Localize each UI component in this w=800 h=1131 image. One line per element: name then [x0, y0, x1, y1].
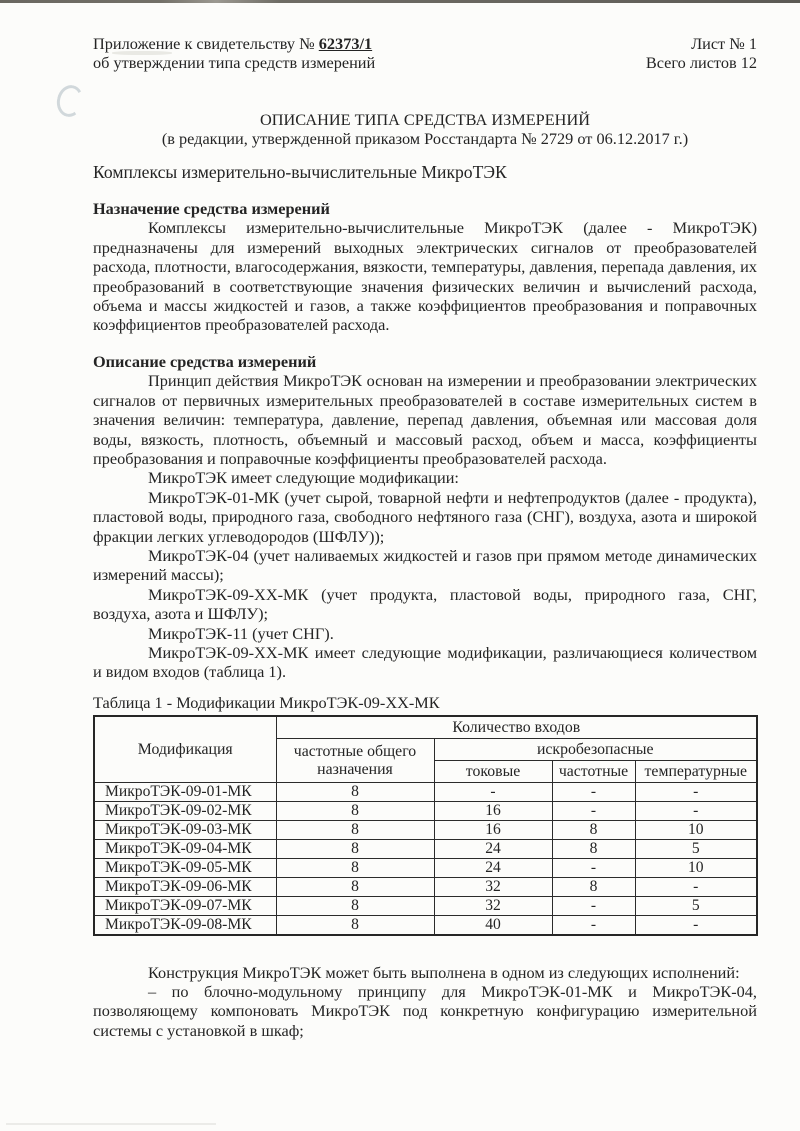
cell-frequency: - — [552, 858, 635, 877]
cell-current: 32 — [434, 896, 552, 915]
cell-frequency: - — [552, 802, 635, 821]
header-cell-temperature: температурные — [635, 761, 757, 783]
header-cell-modification: Модификация — [94, 716, 276, 783]
document-title: ОПИСАНИЕ ТИПА СРЕДСТВА ИЗМЕРЕНИЙ — [260, 109, 590, 129]
cell-current: 32 — [434, 877, 552, 896]
cell-temperature: 10 — [635, 821, 757, 840]
table-row — [94, 821, 757, 840]
cell-temperature: 10 — [635, 858, 757, 877]
document-header — [93, 34, 757, 73]
appendix-reference — [93, 34, 375, 73]
cell-modification: МикроТЭК-09-07-МК — [94, 896, 276, 915]
appendix-line1-prefix: Приложение к свидетельству № — [93, 34, 319, 53]
cell-freq-general: 8 — [276, 915, 434, 934]
cell-modification: МикроТЭК-09-01-МК — [94, 783, 276, 802]
modification-item: МикроТЭК-09-ХХ-МК (учет продукта, пластовой воды, природного газа, СНГ, воздуха, азота и ШФЛУ); — [93, 584, 757, 624]
cell-temperature: 5 — [635, 896, 757, 915]
table-caption: Таблица 1 - Модификации МикроТЭК-09-ХХ-МК — [93, 692, 440, 712]
cell-modification: МикроТЭК-09-03-МК — [94, 821, 276, 840]
cell-modification: МикроТЭК-09-08-МК — [94, 915, 276, 934]
modifications-intro: МикроТЭК имеет следующие модификации: — [148, 468, 459, 488]
construction-block — [93, 963, 757, 1041]
cell-freq-general: 8 — [276, 839, 434, 858]
cell-frequency: - — [552, 896, 635, 915]
principle-paragraph: Принцип действия МикроТЭК основан на измерении и преобразовании электрических сигналов от первичных измерительных преобразователей в составе измерительных систем в значения величин: температура, давление, перепад давления, объемная или массовая доля воды, вязкость, плотность, объемный и массовый расход, объем и масса, коэффициенты преобразования и поправочные коэффициенты преобразователей расхода. — [93, 371, 757, 468]
modification-item: МикроТЭК-01-МК (учет сырой, товарной нефти и нефтепродуктов (далее - продукта), пластовой воды, природного газа, свободного нефтяного газа (СНГ), воздуха, азота и широкой фракции легких углеводородов (ШФЛУ)); — [93, 487, 757, 546]
cell-current: 24 — [434, 858, 552, 877]
description-section-heading: Описание средства измерений — [93, 351, 317, 371]
cell-current: 24 — [434, 839, 552, 858]
cell-modification: МикроТЭК-09-05-МК — [94, 858, 276, 877]
total-sheets: Всего листов 12 — [645, 53, 757, 73]
table-header-row — [94, 716, 757, 739]
header-cell-freq-general: частотные общего назначения — [276, 739, 434, 783]
cell-temperature: - — [635, 783, 757, 802]
construction-intro: Конструкция МикроТЭК может быть выполнена в одном из следующих исполнений: — [148, 962, 740, 982]
table-row — [94, 802, 757, 821]
scan-smudge — [6, 1123, 216, 1125]
table-row — [94, 783, 757, 802]
cell-freq-general: 8 — [276, 802, 434, 821]
instrument-name: Комплексы измерительно-вычислительные МикроТЭК — [93, 161, 507, 182]
modifications-table — [93, 715, 758, 935]
title-block — [93, 110, 757, 149]
table-row — [94, 877, 757, 896]
modification-item: МикроТЭК-11 (учет СНГ). — [148, 623, 334, 643]
appendix-line2: об утверждении типа средств измерений — [93, 53, 376, 73]
cell-freq-general: 8 — [276, 858, 434, 877]
certificate-number: 62373/1 — [318, 34, 373, 53]
cell-modification: МикроТЭК-09-06-МК — [94, 877, 276, 896]
cell-frequency: - — [552, 915, 635, 934]
cell-frequency: 8 — [552, 839, 635, 858]
sheet-info — [646, 34, 757, 73]
cell-temperature: - — [635, 915, 757, 934]
cell-freq-general: 8 — [276, 896, 434, 915]
header-cell-inputs-count: Количество входов — [276, 716, 757, 739]
cell-temperature: - — [635, 802, 757, 821]
cell-frequency: - — [552, 783, 635, 802]
modification-item: МикроТЭК-04 (учет наливаемых жидкостей и газов при прямом методе динамических измерений массы); — [93, 545, 757, 585]
cell-current: 40 — [434, 915, 552, 934]
edition-note: (в редакции, утвержденной приказом Росстандарта № 2729 от 06.12.2017 г.) — [161, 129, 689, 149]
purpose-section-heading: Назначение средства измерений — [93, 199, 330, 219]
construction-item: – по блочно-модульному принципу для МикроТЭК-01-МК и МикроТЭК-04, позволяющему компоновать МикроТЭК под конкретную конфигурацию измерительной системы с установкой в шкаф; — [93, 981, 757, 1040]
table-row — [94, 896, 757, 915]
cell-frequency: 8 — [552, 877, 635, 896]
cell-frequency: 8 — [552, 821, 635, 840]
table-row — [94, 858, 757, 877]
cell-freq-general: 8 — [276, 783, 434, 802]
cell-freq-general: 8 — [276, 877, 434, 896]
header-cell-intrinsically-safe: искробезопасные — [434, 739, 757, 761]
cell-modification: МикроТЭК-09-02-МК — [94, 802, 276, 821]
sheet-number: Лист № 1 — [691, 34, 757, 53]
cell-temperature: 5 — [635, 839, 757, 858]
cell-current: - — [434, 783, 552, 802]
cell-modification: МикроТЭК-09-04-МК — [94, 839, 276, 858]
header-cell-current: токовые — [434, 761, 552, 783]
cell-current: 16 — [434, 821, 552, 840]
table-intro-paragraph: МикроТЭК-09-ХХ-МК имеет следующие модификации, различающиеся количеством и видом входов (таблица 1). — [93, 642, 757, 682]
appendix-line1 — [93, 34, 375, 53]
cell-current: 16 — [434, 802, 552, 821]
table-row — [94, 839, 757, 858]
purpose-paragraph: Комплексы измерительно-вычислительные МикроТЭК (далее - МикроТЭК) предназначены для измерений выходных электрических сигналов от преобразователей расхода, плотности, влагосодержания, вязкости, температуры, давления, перепада давления, их преобразований в соответствующие значения физических величин и вычислений расхода, объема и массы жидкостей и газов, а также коэффициентов преобразования и поправочных коэффициентов преобразователей расхода. — [93, 218, 757, 335]
scan-pen-mark — [54, 83, 86, 120]
cell-freq-general: 8 — [276, 821, 434, 840]
table-row — [94, 915, 757, 934]
header-cell-frequency: частотные — [552, 761, 635, 783]
cell-temperature: - — [635, 877, 757, 896]
